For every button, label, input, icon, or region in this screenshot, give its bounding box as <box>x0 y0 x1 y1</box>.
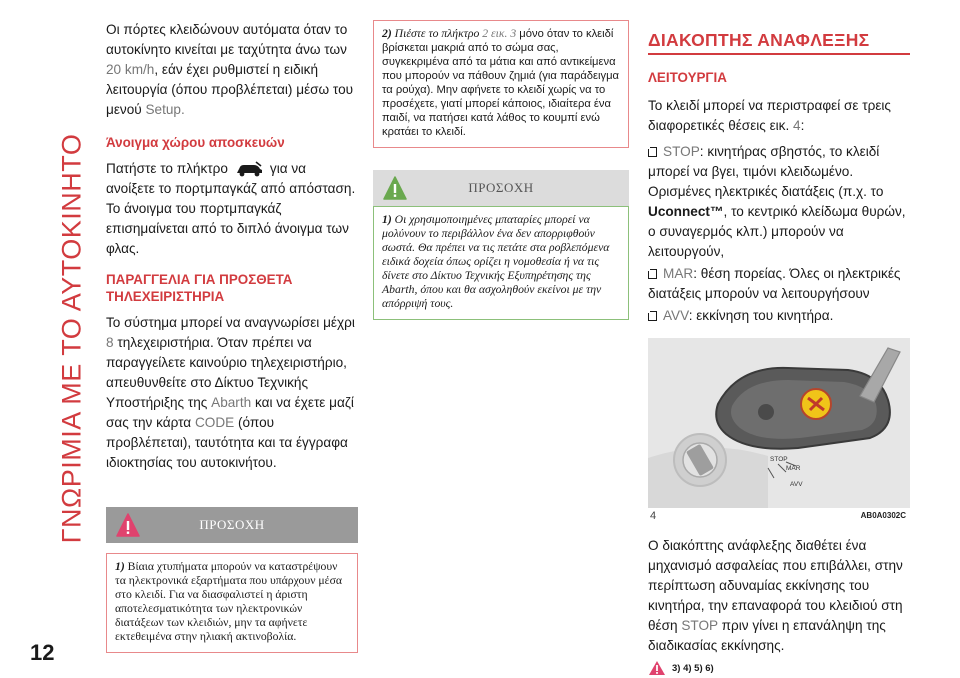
figure-caption <box>648 510 910 526</box>
column-3 <box>648 20 910 676</box>
warning-note-2 <box>373 20 629 148</box>
sub-heading: ΛΕΙΤΟΥΡΓΙΑ <box>648 70 727 85</box>
text-run: 2 εικ. 3 <box>482 27 517 40</box>
note-1-body: Βίαια χτυπήματα μπορούν να καταστρέψουν τα ηλεκτρονικά εξαρτήματα που υπάρχουν μέσα στο κλειδί. Για να διασφαλιστεί η άριστη αποτελεσματικότητα των ηλεκτρονικών διατάξεων των κλειδιών, μην τα αφήνετε εκτεθειμένα στην ηλιακή ακτινοβολία. <box>115 560 342 643</box>
position-mar-text <box>648 266 900 301</box>
warning-triangle-icon <box>383 175 407 201</box>
text-run: Ο διακόπτης ανάφλεξης διαθέτει ένα μηχανισμό ασφαλείας που επιβάλλει, στην περίπτωση αδυναμίας εκκίνησης του κινητήρα, την επαναφορά του κλειδιού στη θέση <box>648 538 903 633</box>
label-mar: MAR <box>786 465 801 472</box>
text-run: (όπου προβλέπεται), ταυτότητα και τα έγγραφα ιδιοκτησίας του αυτοκινήτου. <box>106 415 348 470</box>
text-run: , το κεντρικό κλείδωμα θυρών, ο συναγερμός κλπ.) μπορούν να λειτουργούν, <box>648 204 906 259</box>
text-run: τηλεχειριστήρια. Όταν πρέπει να παραγγείλετε καινούριο τηλεχειριστήριο, απευθυνθείτε στο Δίκτυο Τεχνικής Υποστήριξης της <box>106 335 347 410</box>
text-run: AVV <box>663 308 689 323</box>
text-run: Abarth <box>211 395 252 410</box>
figure-code: AB0A0302C <box>860 511 906 520</box>
text-run: CODE <box>194 415 235 430</box>
text-run: Uconnect™ <box>648 204 724 219</box>
text-run: Abarth <box>382 283 415 296</box>
reference-numbers: 3) 4) 5) 6) <box>672 662 714 674</box>
checkbox-icon <box>648 147 657 157</box>
label-stop: STOP <box>770 456 788 463</box>
text-run: και να έχετε μαζί σας την κάρτα <box>106 395 354 430</box>
text-run: Οι πόρτες κλειδώνουν αυτόματα όταν το αυτοκίνητο κινείται με ταχύτητα άνω των <box>106 22 348 57</box>
note-3-number: 1) <box>382 213 392 226</box>
text-run: Το σύστημα μπορεί να αναγνωρίσει μέχρι <box>106 315 355 330</box>
position-mar <box>648 264 910 304</box>
column-1 <box>106 20 358 653</box>
text-run: Το κλειδί μπορεί να περιστραφεί σε τρεις διαφορετικές θέσεις εικ. <box>648 98 891 133</box>
column-2 <box>373 20 629 320</box>
order-paragraph <box>106 313 358 473</box>
trunk-paragraph <box>106 159 358 259</box>
car-trunk-icon <box>234 161 264 177</box>
note-1-number: 1) <box>115 560 125 573</box>
warning-bar <box>106 507 358 543</box>
warning-triangle-icon <box>648 660 666 676</box>
note-3-body <box>382 213 609 310</box>
note-2-text <box>382 27 620 139</box>
text-run: μόνο όταν το κλειδί βρίσκεται μακριά από το σώμα σας, συγκεκριμένα από τα μάτια και από αντικείμενα που μπορούν να πάθουν ζημιά (για παράδειγμα τα ρούχα). Μην αφήνετε το κλειδί χωρίς να το προσέχετε, γιατί μπορεί κάποιος, ιδιαίτερα ένα παιδί, να πατήσει κατά λάθος το κουμπί ενώ κρατάει το κλειδί. <box>382 28 620 138</box>
text-run: : θέση πορείας. Όλες οι ηλεκτρικές διατάξεις μπορούν να λειτουργήσουν <box>648 266 901 301</box>
note-2-number: 2) <box>382 27 392 40</box>
text-run: 4 <box>793 118 801 133</box>
section-heading: ΔΙΑΚΟΠΤΗΣ ΑΝΑΦΛΕΞΗΣ <box>648 30 910 55</box>
text-run: 8 <box>106 335 114 350</box>
caution-label: ΠΡΟΣΟΧΗ <box>468 180 534 195</box>
position-stop <box>648 142 910 262</box>
ignition-key-illustration <box>648 338 910 508</box>
text-run: Πιέστε το πλήκτρο <box>394 27 483 40</box>
figure-number: 4 <box>650 510 657 522</box>
trunk-heading: Άνοιγμα χώρου αποσκευών <box>106 135 285 150</box>
text-run: , όπου και θα ασχοληθούν εκείνοι με την απόρριψή τους. <box>382 283 602 310</box>
order-heading: ΠΑΡΑΓΓΕΛΙΑ ΓΙΑ ΠΡΟΣΘΕΤΑ ΤΗΛΕΧΕΙΡΙΣΤΗΡΙΑ <box>106 272 293 304</box>
warning-label: ΠΡΟΣΟΧΗ <box>199 517 265 532</box>
ignition-figure <box>648 338 910 508</box>
text-run: MAR <box>663 266 694 281</box>
note-1-text <box>115 560 349 644</box>
note-3-text <box>382 213 620 311</box>
ignition-intro <box>648 96 910 136</box>
intro-paragraph <box>106 20 358 120</box>
text-run: Setup. <box>145 102 185 117</box>
warning-triangle-icon <box>116 512 140 538</box>
text-run: 20 km/h <box>106 62 155 77</box>
checkbox-icon <box>648 311 657 321</box>
text-run: STOP <box>663 144 700 159</box>
text-run: STOP <box>681 618 718 633</box>
trunk-text-before: Πατήστε το πλήκτρο <box>106 161 228 176</box>
text-run: πριν γίνει η επανάληψη της διαδικασίας εκκίνησης. <box>648 618 886 653</box>
ignition-safety-paragraph <box>648 536 910 656</box>
warning-note-1 <box>106 553 358 653</box>
caution-bar <box>373 170 629 206</box>
checkbox-icon <box>648 269 657 279</box>
sidebar-title-text: ΓΝΩΡΙΜΙΑ ΜΕ ΤΟ ΑΥΤΟΚΙΝΗΤΟ <box>56 133 87 543</box>
text-run: , εάν έχει ρυθμιστεί η ειδική λειτουργία (όπου προβλέπεται) μέσω του μενού <box>106 62 354 117</box>
trunk-text-after: για να ανοίξετε το πορτμπαγκάζ από απόσταση. Το άνοιγμα του πορτμπαγκάζ επισημαίνεται από το διπλό άνοιγμα των φλας. <box>106 161 356 256</box>
text-run: : εκκίνηση του κινητήρα. <box>688 308 834 323</box>
position-avv-text <box>663 308 833 323</box>
page-number: 12 <box>30 640 55 665</box>
position-avv <box>648 306 910 326</box>
text-run: : κινητήρας σβηστός, το κλειδί μπορεί να βγει, τιμόνι κλειδωμένο. Ορισμένες ηλεκτρικές διατάξεις (π.χ. το <box>648 144 884 199</box>
references <box>648 660 910 676</box>
caution-note <box>373 206 629 320</box>
text-run: : <box>800 118 805 133</box>
position-stop-text <box>648 144 906 259</box>
sidebar-title <box>52 28 92 648</box>
text-run: Οι χρησιμοποιημένες μπαταρίες μπορεί να μολύνουν το περιβάλλον ένα δεν απορριφθούν σωστά. Θα πρέπει να τις πετάτε στα ροβλεπόμενα ειδικά δοχεία όπως ορίζει η νομοθεσία ή να τις δίνετε στο Δίκτυο Τεχνικής Εξυπηρέτησης της <box>382 213 610 282</box>
label-avv: AVV <box>790 481 803 488</box>
note-2-body <box>382 27 619 138</box>
